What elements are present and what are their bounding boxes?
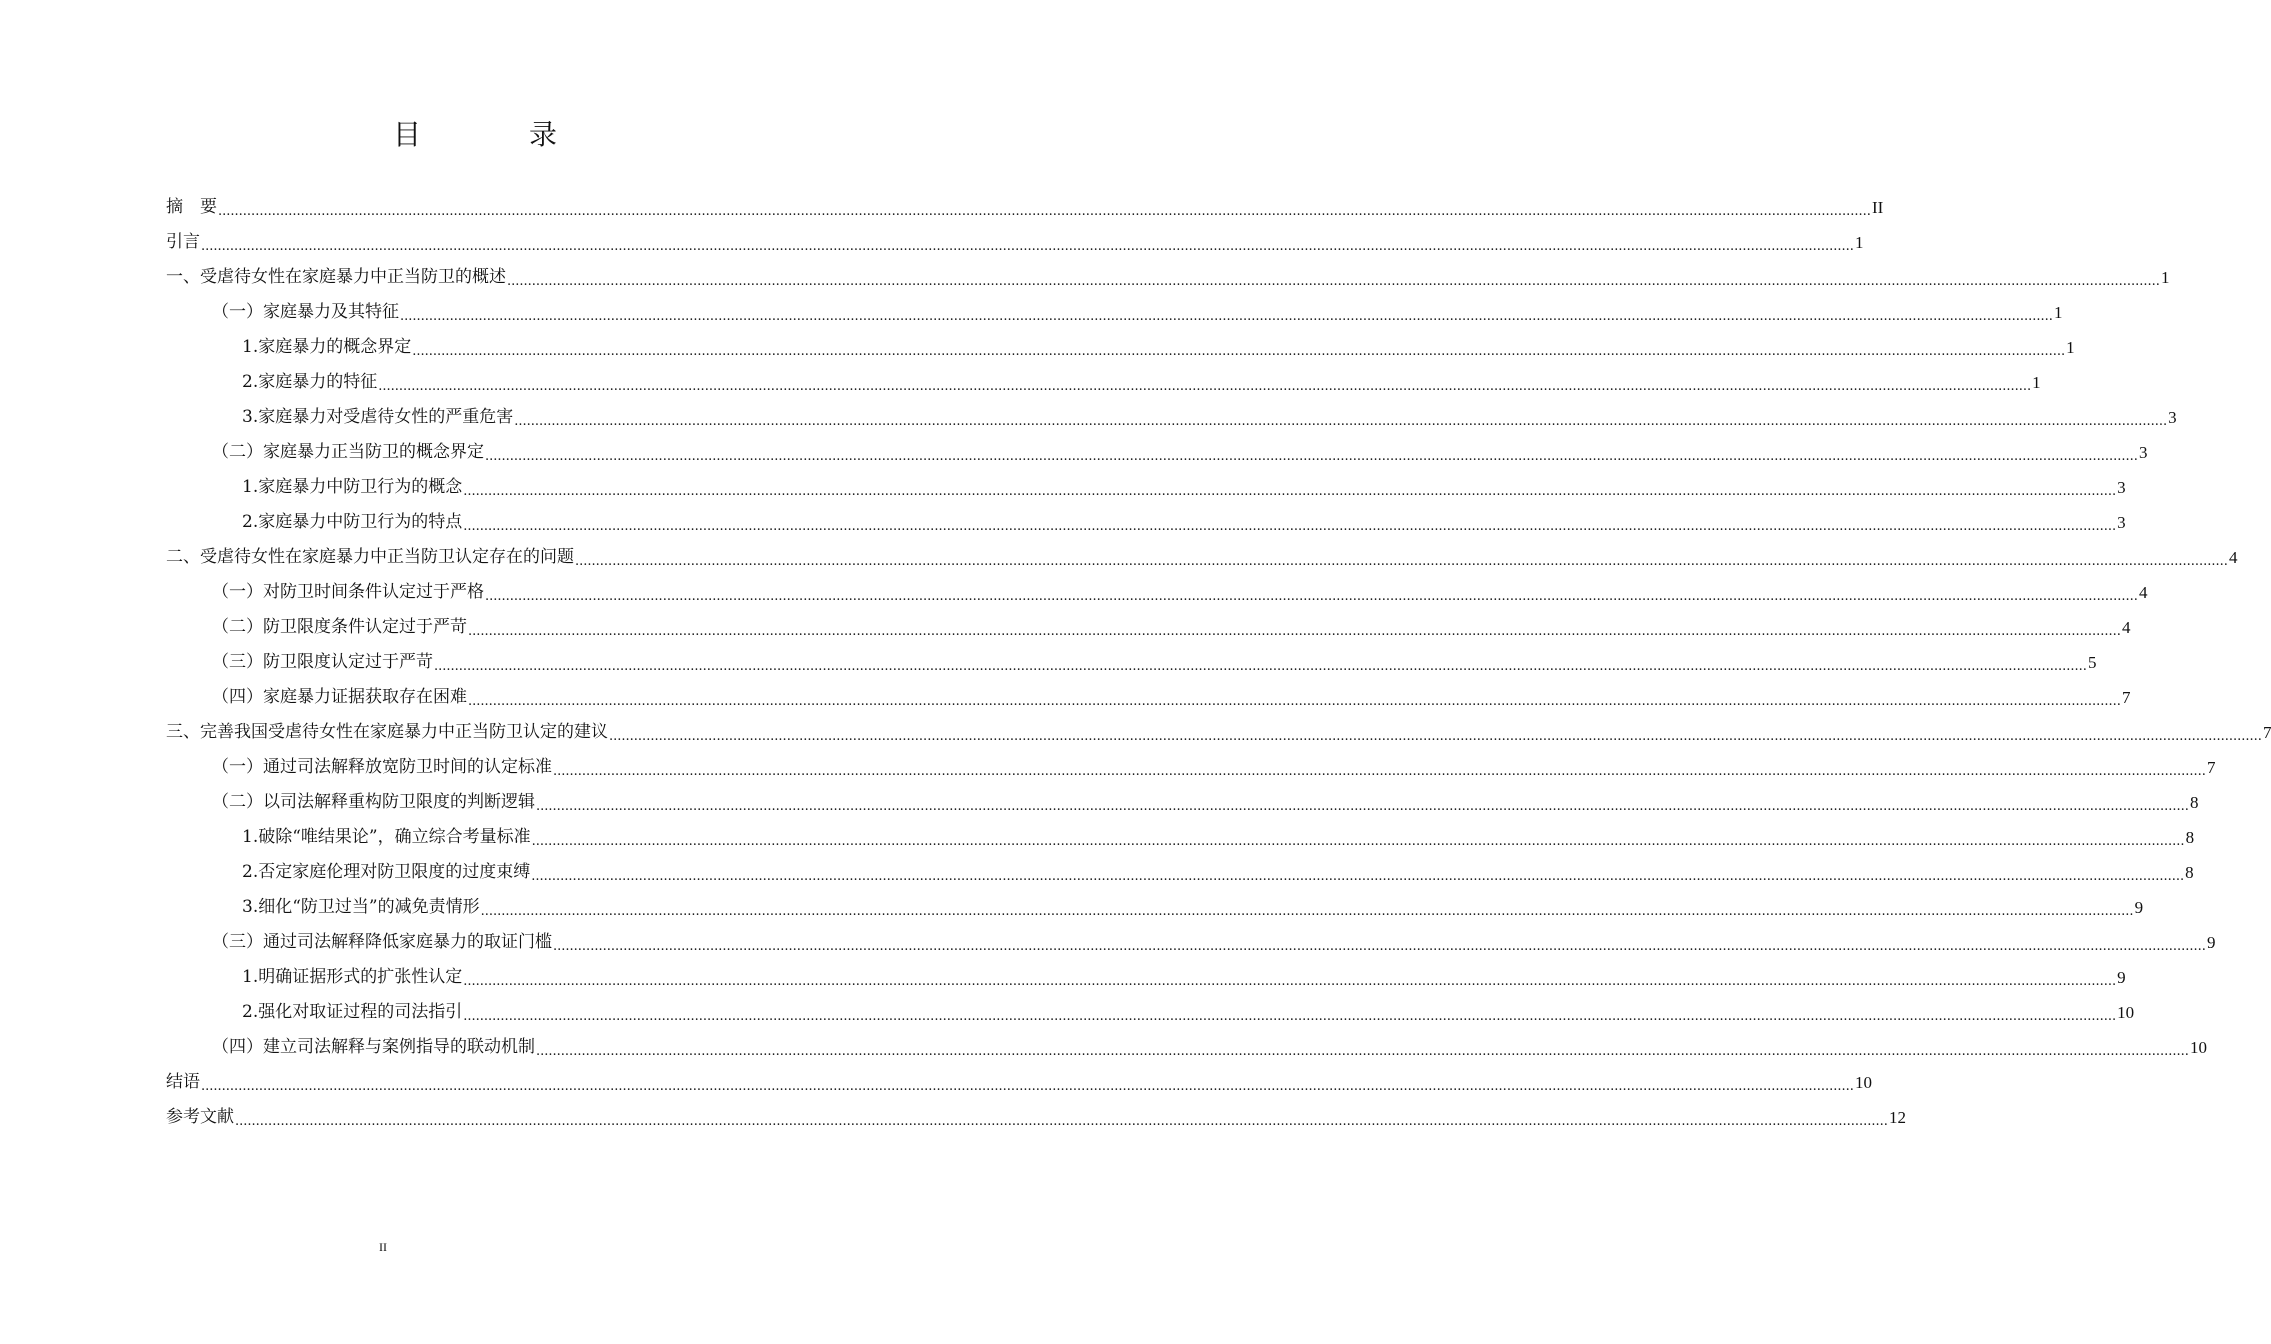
toc-entry[interactable] (166, 225, 1864, 260)
toc-entry-page: 7 (2206, 758, 2216, 777)
toc-dot-leader: ................................................................................................................................................................................................................................................................................................................................................................................................................ (400, 309, 2053, 324)
toc-entry-number: （二） (212, 617, 263, 637)
toc-entry-number: （四） (212, 687, 263, 707)
toc-entry[interactable] (166, 680, 2131, 715)
table-of-contents (166, 190, 2271, 1135)
toc-entry-page: 1 (2032, 373, 2041, 392)
toc-entry[interactable] (166, 925, 2216, 960)
toc-entry-page: 3 (2117, 513, 2126, 532)
toc-dot-leader: ................................................................................................................................................................................................................................................................................................................................................................................................................ (412, 344, 2066, 359)
toc-entry-number: （四） (212, 1037, 263, 1057)
toc-dot-leader: ................................................................................................................................................................................................................................................................................................................................................................................................................ (201, 239, 1854, 254)
toc-entry-number: 3. (242, 407, 259, 427)
toc-entry-page: II (1871, 198, 1884, 217)
toc-entry-page: 9 (2134, 898, 2144, 917)
toc-dot-leader: ................................................................................................................................................................................................................................................................................................................................................................................................................ (480, 904, 2134, 919)
toc-entry[interactable] (166, 1030, 2207, 1065)
toc-entry-number: 1. (242, 477, 259, 497)
toc-dot-leader: ................................................................................................................................................................................................................................................................................................................................................................................................................ (463, 974, 2117, 989)
toc-entry-label: 通过司法解释降低家庭暴力的取证门槛 (263, 932, 552, 952)
toc-entry-number: 1. (242, 827, 259, 847)
toc-entry-label: 建立司法解释与案例指导的联动机制 (263, 1037, 535, 1057)
toc-entry-label: 以司法解释重构防卫限度的判断逻辑 (263, 792, 535, 812)
toc-entry[interactable] (166, 715, 2271, 750)
toc-entry-label: 家庭暴力及其特征 (263, 302, 399, 322)
toc-dot-leader: ................................................................................................................................................................................................................................................................................................................................................................................................................ (507, 274, 2160, 289)
toc-entry-label: 家庭暴力的特征 (258, 372, 378, 392)
toc-dot-leader: ................................................................................................................................................................................................................................................................................................................................................................................................................ (485, 589, 2138, 604)
toc-entry-number: 二、 (166, 547, 200, 567)
toc-dot-leader: ................................................................................................................................................................................................................................................................................................................................................................................................................ (536, 799, 2189, 814)
toc-entry-number: （三） (212, 652, 263, 672)
toc-entry-page: 8 (2185, 828, 2195, 847)
toc-dot-leader: ................................................................................................................................................................................................................................................................................................................................................................................................................ (201, 1079, 1854, 1094)
toc-entry[interactable] (166, 820, 2195, 855)
page-title: 目 录 (392, 118, 597, 151)
toc-entry-page: 1 (2066, 338, 2075, 357)
toc-dot-leader: ................................................................................................................................................................................................................................................................................................................................................................................................................ (468, 624, 2121, 639)
toc-entry-number: （二） (212, 792, 263, 812)
toc-entry-label: 明确证据形式的扩张性认定 (258, 967, 463, 987)
toc-entry-label: 对防卫时间条件认定过于严格 (263, 582, 484, 602)
toc-entry-number: （一） (212, 757, 263, 777)
toc-entry[interactable] (166, 855, 2194, 890)
toc-entry-page: 10 (1854, 1073, 1872, 1092)
toc-entry-page: 3 (2138, 443, 2148, 462)
toc-dot-leader: ................................................................................................................................................................................................................................................................................................................................................................................................................ (609, 729, 2262, 744)
toc-entry-page: 3 (2117, 478, 2126, 497)
toc-entry-number: 1. (242, 337, 259, 357)
toc-dot-leader: ................................................................................................................................................................................................................................................................................................................................................................................................................ (434, 659, 2087, 674)
toc-dot-leader: ................................................................................................................................................................................................................................................................................................................................................................................................................ (463, 519, 2117, 534)
toc-entry-label: 通过司法解释放宽防卫时间的认定标准 (263, 757, 552, 777)
toc-entry-page: 7 (2121, 688, 2131, 707)
toc-entry[interactable] (166, 470, 2126, 505)
toc-entry-label: 受虐待女性在家庭暴力中正当防卫的概述 (200, 267, 506, 287)
toc-entry-page: 8 (2185, 863, 2194, 882)
toc-dot-leader: ................................................................................................................................................................................................................................................................................................................................................................................................................ (235, 1114, 1888, 1129)
toc-entry[interactable] (166, 750, 2216, 785)
toc-entry-page: 3 (2168, 408, 2177, 427)
toc-dot-leader: ................................................................................................................................................................................................................................................................................................................................................................................................................ (514, 414, 2168, 429)
toc-entry[interactable] (166, 960, 2126, 995)
toc-entry-page: 9 (2117, 968, 2126, 987)
toc-entry[interactable] (166, 1065, 1872, 1100)
toc-entry-label: 防卫限度认定过于严苛 (263, 652, 433, 672)
toc-entry-page: 8 (2189, 793, 2199, 812)
toc-entry-label: 破除“唯结果论”，确立综合考量标准 (258, 827, 531, 847)
toc-entry-page: 10 (2117, 1003, 2135, 1022)
toc-entry-label: 强化对取证过程的司法指引 (258, 1002, 463, 1022)
toc-entry-label: 家庭暴力中防卫行为的概念 (258, 477, 463, 497)
toc-entry[interactable] (166, 610, 2131, 645)
toc-dot-leader: ................................................................................................................................................................................................................................................................................................................................................................................................................ (553, 764, 2206, 779)
toc-entry[interactable] (166, 505, 2126, 540)
toc-entry-number: 2. (242, 512, 259, 532)
toc-entry-number: （一） (212, 302, 263, 322)
toc-entry-page: 5 (2087, 653, 2097, 672)
toc-entry-label: 家庭暴力中防卫行为的特点 (258, 512, 463, 532)
toc-entry-label: 参考文献 (166, 1107, 234, 1127)
toc-entry-number: 1. (242, 967, 259, 987)
toc-entry[interactable] (166, 890, 2144, 925)
toc-entry-label: 细化“防卫过当”的减免责情形 (258, 897, 480, 917)
toc-entry-page: 10 (2189, 1038, 2207, 1057)
toc-entry[interactable] (166, 330, 2075, 365)
toc-entry-number: 三、 (166, 722, 200, 742)
toc-entry-label: 引言 (166, 232, 200, 252)
toc-entry-number: 3. (242, 897, 259, 917)
toc-entry-number: 一、 (166, 267, 200, 287)
toc-entry[interactable] (166, 575, 2148, 610)
toc-entry-label: 家庭暴力对受虐待女性的严重危害 (258, 407, 514, 427)
toc-entry-label: 受虐待女性在家庭暴力中正当防卫认定存在的问题 (200, 547, 574, 567)
toc-dot-leader: ................................................................................................................................................................................................................................................................................................................................................................................................................ (485, 449, 2138, 464)
toc-dot-leader: ................................................................................................................................................................................................................................................................................................................................................................................................................ (218, 204, 1871, 219)
toc-entry-number: （二） (212, 442, 263, 462)
toc-entry-page: 4 (2121, 618, 2131, 637)
toc-entry-label: 摘 要 (166, 197, 217, 217)
toc-entry-label: 否定家庭伦理对防卫限度的过度束缚 (258, 862, 531, 882)
toc-entry[interactable] (166, 785, 2199, 820)
toc-entry-page: 9 (2206, 933, 2216, 952)
page-footer-number: II (379, 1240, 387, 1254)
toc-dot-leader: ................................................................................................................................................................................................................................................................................................................................................................................................................ (463, 484, 2117, 499)
toc-dot-leader: ................................................................................................................................................................................................................................................................................................................................................................................................................ (531, 869, 2185, 884)
toc-entry-page: 1 (2160, 268, 2170, 287)
toc-dot-leader: ................................................................................................................................................................................................................................................................................................................................................................................................................ (531, 834, 2185, 849)
toc-entry[interactable] (166, 295, 2063, 330)
toc-entry-label: 家庭暴力正当防卫的概念界定 (263, 442, 484, 462)
toc-entry[interactable] (166, 995, 2135, 1030)
toc-entry-label: 防卫限度条件认定过于严苛 (263, 617, 467, 637)
toc-entry[interactable] (166, 260, 2170, 295)
toc-entry-number: （三） (212, 932, 263, 952)
toc-entry[interactable] (166, 435, 2148, 470)
toc-dot-leader: ................................................................................................................................................................................................................................................................................................................................................................................................................ (378, 379, 2032, 394)
toc-entry[interactable] (166, 1100, 1906, 1135)
toc-dot-leader: ................................................................................................................................................................................................................................................................................................................................................................................................................ (553, 939, 2206, 954)
toc-entry[interactable] (166, 645, 2097, 680)
toc-entry[interactable] (166, 190, 1884, 225)
toc-entry-label: 结语 (166, 1072, 200, 1092)
toc-entry-label: 完善我国受虐待女性在家庭暴力中正当防卫认定的建议 (200, 722, 608, 742)
toc-entry[interactable] (166, 540, 2238, 575)
toc-entry-page: 4 (2138, 583, 2148, 602)
toc-entry-number: 2. (242, 862, 259, 882)
toc-entry-number: 2. (242, 372, 259, 392)
toc-entry[interactable] (166, 400, 2177, 435)
toc-dot-leader: ................................................................................................................................................................................................................................................................................................................................................................................................................ (536, 1044, 2189, 1059)
toc-dot-leader: ................................................................................................................................................................................................................................................................................................................................................................................................................ (468, 694, 2121, 709)
toc-entry-label: 家庭暴力的概念界定 (258, 337, 412, 357)
toc-dot-leader: ................................................................................................................................................................................................................................................................................................................................................................................................................ (463, 1009, 2117, 1024)
toc-entry-label: 家庭暴力证据获取存在困难 (263, 687, 467, 707)
toc-entry-page: 1 (2053, 303, 2063, 322)
toc-entry-number: 2. (242, 1002, 259, 1022)
toc-entry-number: （一） (212, 582, 263, 602)
toc-entry[interactable] (166, 365, 2041, 400)
toc-entry-page: 12 (1888, 1108, 1906, 1127)
toc-dot-leader: ................................................................................................................................................................................................................................................................................................................................................................................................................ (575, 554, 2228, 569)
toc-entry-page: 4 (2228, 548, 2238, 567)
toc-entry-page: 7 (2262, 723, 2271, 742)
toc-entry-page: 1 (1854, 233, 1864, 252)
